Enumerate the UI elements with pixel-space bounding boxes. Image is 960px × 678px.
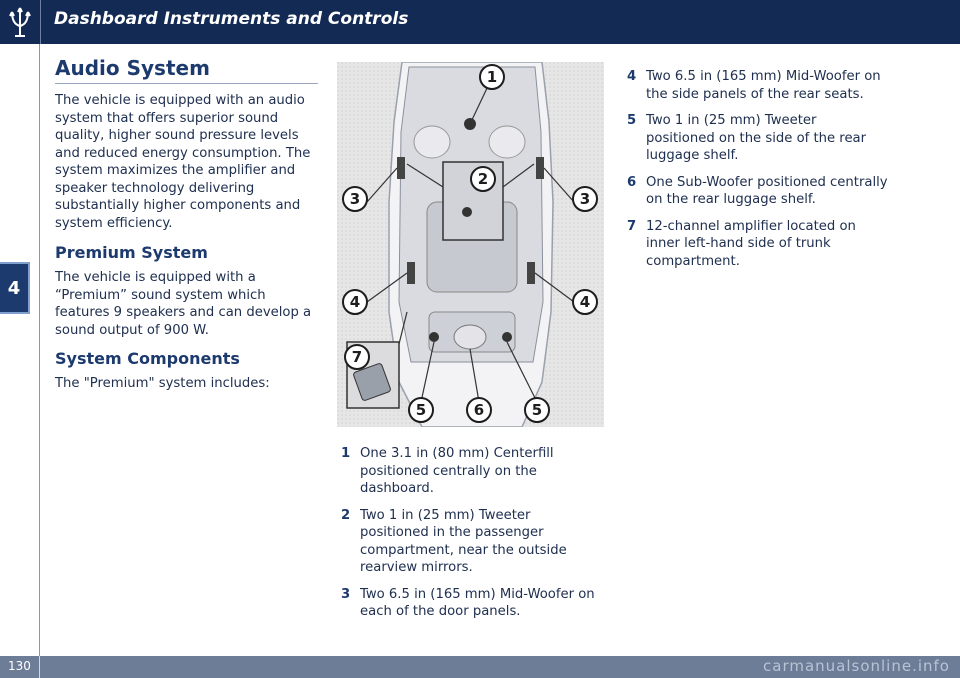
callout-label: 7 (351, 348, 363, 366)
header-title: Dashboard Instruments and Controls (54, 9, 409, 29)
callout-label: 6 (473, 401, 485, 419)
callout-label: 2 (477, 170, 489, 188)
legend-number: 6 (627, 174, 637, 190)
legend-text: Two 1 in (25 mm) Tweeter positioned in the passenger compartment, near the outside rearview mirrors. (360, 507, 567, 575)
legend-number: 5 (627, 113, 637, 128)
callout-label: 5 (415, 401, 427, 419)
callout-label: 4 (579, 293, 591, 311)
legend-text: Two 6.5 in (165 mm) Mid-Woofer on each of the door panels. (360, 586, 595, 619)
legend-item (341, 445, 603, 498)
page-footer (0, 656, 960, 678)
page-number: 130 (8, 659, 31, 673)
legend-item (341, 586, 603, 621)
legend-list-right (627, 68, 889, 279)
components-heading: System Components (55, 349, 240, 368)
legend-item (627, 218, 889, 271)
legend-text: One 3.1 in (80 mm) Centerfill positioned centrally on the dashboard. (360, 446, 554, 496)
legend-item (627, 112, 889, 165)
premium-paragraph: The vehicle is equipped with a “Premium” sound system which features 9 speakers and can develop a sound output of 900 W. (55, 270, 312, 338)
margin-divider (39, 44, 40, 656)
components-intro: The "Premium" system includes: (55, 376, 270, 391)
legend-text: One Sub-Woofer positioned centrally on the rear luggage shelf. (646, 174, 888, 207)
legend-number: 1 (341, 446, 351, 461)
watermark: carmanualsonline.info (763, 657, 950, 675)
legend-number: 7 (627, 218, 637, 234)
legend-number: 4 (627, 69, 637, 84)
speaker-layout-figure (337, 62, 604, 427)
legend-text: Two 1 in (25 mm) Tweeter positioned on the side of the rear luggage shelf. (646, 113, 867, 163)
car-top-view-illustration (337, 62, 604, 427)
intro-paragraph: The vehicle is equipped with an audio system that offers superior sound quality, higher sound pressure levels and reduced energy consumption. The system maximizes the amplifier and speaker technology delivering substantially higher components and system efficiency. (55, 93, 311, 231)
legend-item (341, 507, 603, 577)
callout-label: 3 (579, 190, 591, 208)
page-header (0, 0, 960, 44)
legend-item (627, 68, 889, 103)
premium-heading: Premium System (55, 243, 208, 262)
title-divider (55, 83, 318, 84)
trident-logo-icon (0, 0, 41, 44)
callout-label: 1 (486, 68, 498, 86)
chapter-tab[interactable]: 4 (0, 262, 30, 314)
callout-label: 5 (531, 401, 543, 419)
legend-list-left (341, 445, 603, 630)
legend-number: 3 (341, 586, 351, 602)
callout-label: 4 (349, 293, 361, 311)
legend-number: 2 (341, 507, 351, 523)
legend-text: 12-channel amplifier located on inner left-hand side of trunk compartment. (646, 218, 856, 269)
footer-divider (39, 656, 40, 678)
legend-text: Two 6.5 in (165 mm) Mid-Woofer on the side panels of the rear seats. (646, 69, 881, 102)
legend-item (627, 174, 889, 209)
page-title: Audio System (55, 56, 210, 80)
callout-label: 3 (349, 190, 361, 208)
